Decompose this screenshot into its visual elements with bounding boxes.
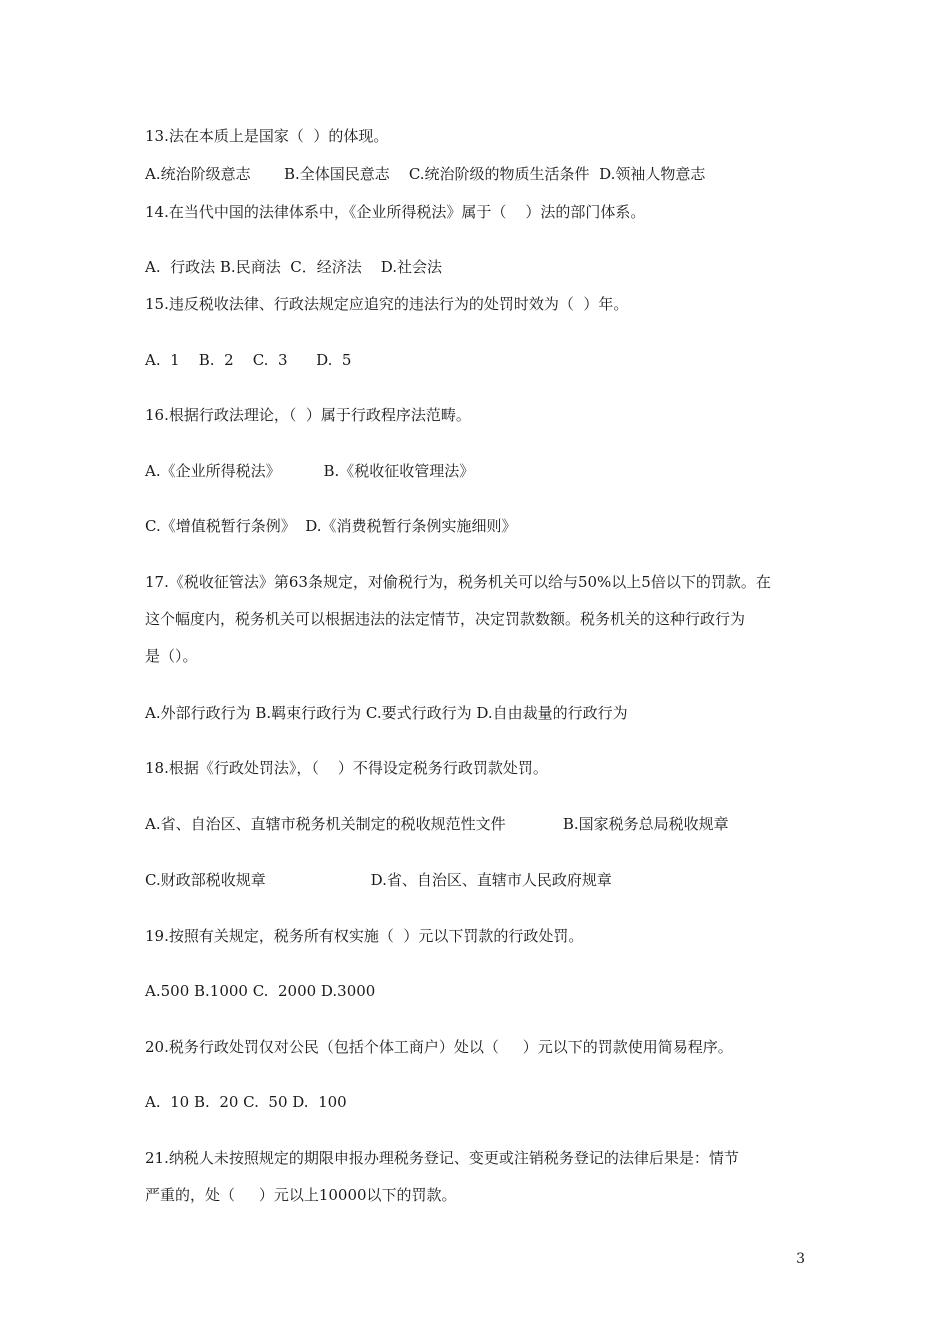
question-21-line-1: 21.纳税人未按照规定的期限申报办理税务登记、变更或注销税务登记的法律后果是：情节 xyxy=(145,1149,739,1167)
question-19-options: A.500 B.1000 C. 2000 D.3000 xyxy=(145,982,376,1000)
question-17-line-1: 17.《税收征管法》第63条规定，对偷税行为，税务机关可以给与50%以上5倍以下的罚款。在 xyxy=(145,573,771,591)
question-13-options: A.统治阶级意志 B.全体国民意志 C.统治阶级的物质生活条件 D.领袖人物意志 xyxy=(145,165,706,183)
question-16-options-ab: A.《企业所得税法》 B.《税收征收管理法》 xyxy=(145,462,475,480)
question-14: 14.在当代中国的法律体系中，《企业所得税法》属于（ ）法的部门体系。 xyxy=(145,203,646,221)
question-15-options: A. 1 B. 2 C. 3 D. 5 xyxy=(145,351,352,369)
question-18: 18.根据《行政处罚法》，（ ）不得设定税务行政罚款处罚。 xyxy=(145,759,548,777)
page-number: 3 xyxy=(796,1251,805,1267)
question-20-options: A. 10 B. 20 C. 50 D. 100 xyxy=(145,1093,347,1111)
question-15: 15.违反税收法律、行政法规定应追究的违法行为的处罚时效为（ ）年。 xyxy=(145,295,629,313)
question-18-options-ab: A.省、自治区、直辖市税务机关制定的税收规范性文件 B.国家税务总局税收规章 xyxy=(145,815,729,833)
question-17-line-2: 这个幅度内，税务机关可以根据违法的法定情节，决定罚款数额。税务机关的这种行政行为 xyxy=(145,610,746,628)
question-16-options-cd: C.《增值税暂行条例》 D.《消费税暂行条例实施细则》 xyxy=(145,517,517,535)
question-13: 13.法在本质上是国家（ ）的体现。 xyxy=(145,127,389,145)
question-18-options-cd: C.财政部税收规章 D.省、自治区、直辖市人民政府规章 xyxy=(145,871,612,889)
question-16: 16.根据行政法理论，（ ）属于行政程序法范畴。 xyxy=(145,406,471,424)
question-17-options: A.外部行政行为 B.羁束行政行为 C.要式行政行为 D.自由裁量的行政行为 xyxy=(145,704,628,722)
question-19: 19.按照有关规定，税务所有权实施（ ）元以下罚款的行政处罚。 xyxy=(145,927,584,945)
question-21-line-2: 严重的，处（ ）元以上10000以下的罚款。 xyxy=(145,1186,457,1204)
question-20: 20.税务行政处罚仅对公民（包括个体工商户）处以（ ）元以下的罚款使用简易程序。 xyxy=(145,1038,733,1056)
question-17-line-3: 是（）。 xyxy=(145,647,198,665)
question-14-options: A. 行政法 B.民商法 C．经济法 D.社会法 xyxy=(145,258,443,276)
